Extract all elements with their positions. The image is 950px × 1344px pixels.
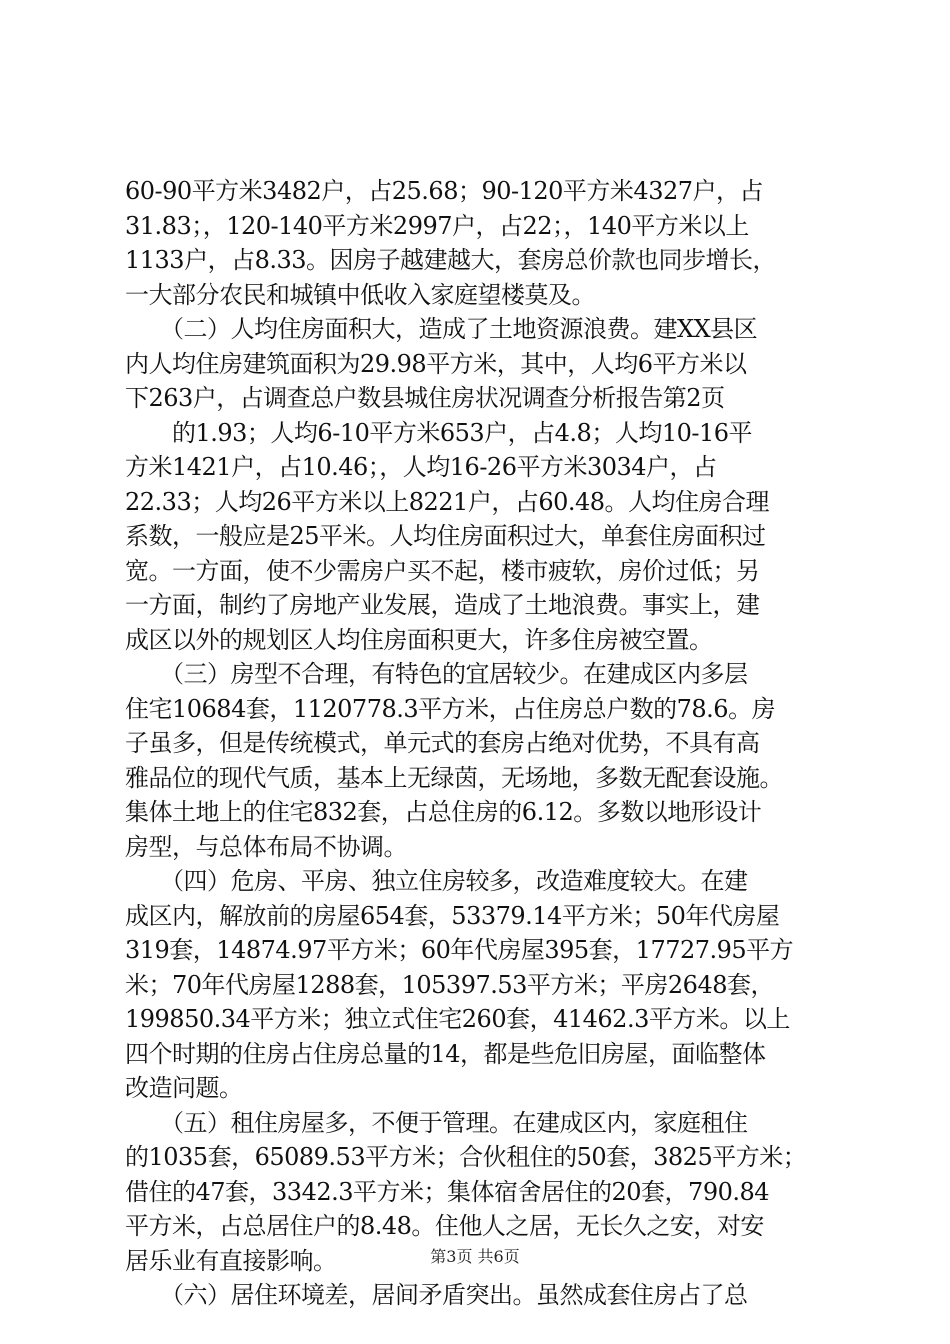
body-line: 系数，一般应是25平米。人均住房面积过大，单套住房面积过 xyxy=(125,522,766,550)
body-line: （五）租住房屋多，不便于管理。在建成区内，家庭租住 xyxy=(125,1108,748,1137)
body-line: 22.33；人均26平方米以上8221户，占60.48。人均住房合理 xyxy=(125,487,770,516)
body-line: 平方米，占总居住户的8.48。住他人之居，无长久之安，对安 xyxy=(125,1212,764,1240)
body-line: 集体土地上的住宅832套，占总住房的6.12。多数以地形设计 xyxy=(125,798,762,826)
body-line: （六）居住环境差，居间矛盾突出。虽然成套住房占了总 xyxy=(125,1281,748,1309)
body-line: 一大部分农民和城镇中低收入家庭望楼莫及。 xyxy=(125,280,595,309)
body-line: 199850.34平方米；独立式住宅260套，41462.3平方米。以上 xyxy=(125,1005,790,1033)
body-line: 下263户，占调查总户数县城住房状况调查分析报告第2页 xyxy=(125,384,725,412)
body-line: 成区以外的规划区人均住房面积更大，许多住房被空置。 xyxy=(125,625,713,654)
body-line: 四个时期的住房占住房总量的14，都是些危旧房屋，面临整体 xyxy=(125,1039,766,1068)
document-body xyxy=(125,174,830,1313)
page-footer: 第3页 共6页 xyxy=(430,1247,520,1266)
body-line: 319套，14874.97平方米；60年代房屋395套，17727.95平方 xyxy=(125,936,794,964)
body-line: 31.83；，120-140平方米2997户，占22；，140平方米以上 xyxy=(125,211,749,240)
body-line: （三）房型不合理，有特色的宜居较少。在建成区内多层 xyxy=(125,660,748,688)
body-line: 的1035套，65089.53平方米；合伙租住的50套，3825平方米； xyxy=(125,1143,807,1171)
body-line: 宽。一方面，使不少需房户买不起，楼市疲软，房价过低；另 xyxy=(125,556,760,585)
body-line: 的1.93；人均6-10平方米653户，占4.8；人均10-16平 xyxy=(125,418,753,447)
body-line: 借住的47套，3342.3平方米；集体宿舍居住的20套，790.84 xyxy=(125,1177,770,1206)
body-line: 子虽多，但是传统模式，单元式的套房占绝对优势，不具有高 xyxy=(125,729,760,757)
body-line: 1133户，占8.33。因房子越建越大，套房总价款也同步增长， xyxy=(125,246,777,274)
body-line: 60-90平方米3482户，占25.68；90-120平方米4327户，占 xyxy=(125,177,764,205)
body-line: 一方面，制约了房地产业发展，造成了土地浪费。事实上，建 xyxy=(125,591,760,619)
body-line: 雅品位的现代气质，基本上无绿茵，无场地，多数无配套设施。 xyxy=(125,763,783,792)
body-line: 改造问题。 xyxy=(125,1074,243,1102)
body-line: 米；70年代房屋1288套，105397.53平方米；平房2648套， xyxy=(125,970,774,999)
body-line: （二）人均住房面积大，造成了土地资源浪费。建XX县区 xyxy=(125,315,758,343)
body-line: 方米1421户，占10.46；，人均16-26平方米3034户，占 xyxy=(125,453,717,481)
body-line: 住宅10684套，1120778.3平方米，占住房总户数的78.6。房 xyxy=(125,694,776,723)
body-line: 居乐业有直接影响。 xyxy=(125,1246,337,1275)
body-line: 房型，与总体布局不协调。 xyxy=(125,832,407,861)
body-line: 内人均住房建筑面积为29.98平方米，其中，人均6平方米以 xyxy=(125,349,747,378)
body-line: （四）危房、平房、独立住房较多，改造难度较大。在建 xyxy=(125,867,748,895)
body-line: 成区内，解放前的房屋654套，53379.14平方米；50年代房屋 xyxy=(125,901,780,930)
